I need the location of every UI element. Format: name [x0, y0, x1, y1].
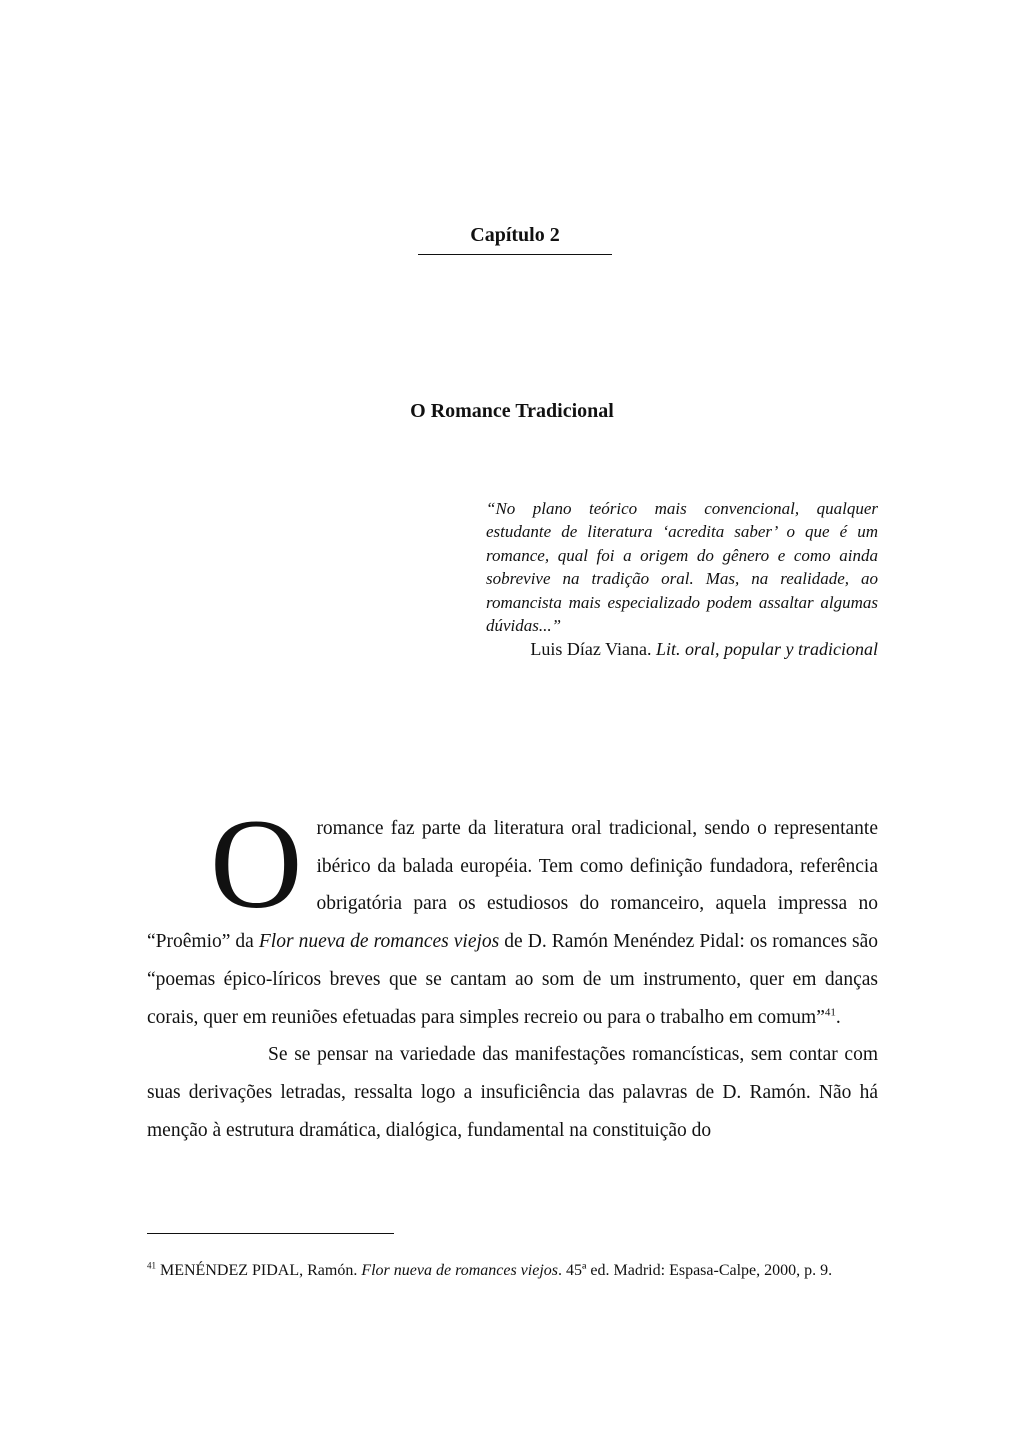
body-paragraph-1	[147, 793, 879, 1036]
body-p1-text-b: de D. Ramón Menéndez Pidal: os romances são “poemas épico-líricos breves que se cantam ao som de um instrumento, quer em danças corais, quer em reuniões efetuadas para simples recreio ou para o trabalho em comum”	[147, 931, 879, 1028]
footnote-reference[interactable]: 41	[824, 1006, 836, 1019]
body-text	[147, 793, 879, 1149]
body-p1-text-a: romance faz parte da literatura oral tradicional, sendo o representante ibérico da balada européia. Tem como definição fundadora, referência obrigatória para os estudiosos do romanceiro, aquela impressa no “Proêmio” da	[147, 818, 878, 953]
body-paragraph-2: Se se pensar na variedade das manifestações romancísticas, sem contar com suas derivações letradas, ressalta logo a insuficiência das palavras de D. Ramón. Não há menção à estrutura dramática, dialógica, fundamental na constituição do	[147, 1044, 878, 1141]
footnote	[147, 1260, 878, 1282]
epigraph-author: Luis Díaz Viana.	[530, 639, 652, 659]
footnote-separator	[147, 1233, 394, 1234]
footnote-book-title: Flor nueva de romances viejos	[361, 1262, 558, 1279]
drop-cap: O	[210, 793, 303, 935]
epigraph-source: Lit. oral, popular y tradicional	[655, 639, 878, 659]
chapter-heading: Capítulo 2	[470, 224, 560, 246]
body-p1-end: .	[835, 1006, 841, 1028]
chapter-title: O Romance Tradicional	[410, 400, 614, 422]
epigraph-quote: “No plano teórico mais convencional, qualquer estudante de literatura ‘acredita saber’ o que é um romance, qual foi a origem do gênero e como ainda sobrevive na tradição oral. Mas, na realidade, ao romancista mais especializado podem assaltar algumas dúvidas...”	[486, 499, 878, 636]
footnote-text-b: . 45ª ed. Madrid: Espasa-Calpe, 2000, p. 9.	[558, 1262, 833, 1279]
epigraph-attribution	[480, 637, 878, 661]
chapter-underline	[418, 254, 612, 255]
footnote-text-a: MENÉNDEZ PIDAL, Ramón.	[156, 1262, 362, 1279]
body-p1-book-title: Flor nueva de romances viejos	[258, 931, 500, 953]
footnote-number: 41	[147, 1260, 156, 1271]
